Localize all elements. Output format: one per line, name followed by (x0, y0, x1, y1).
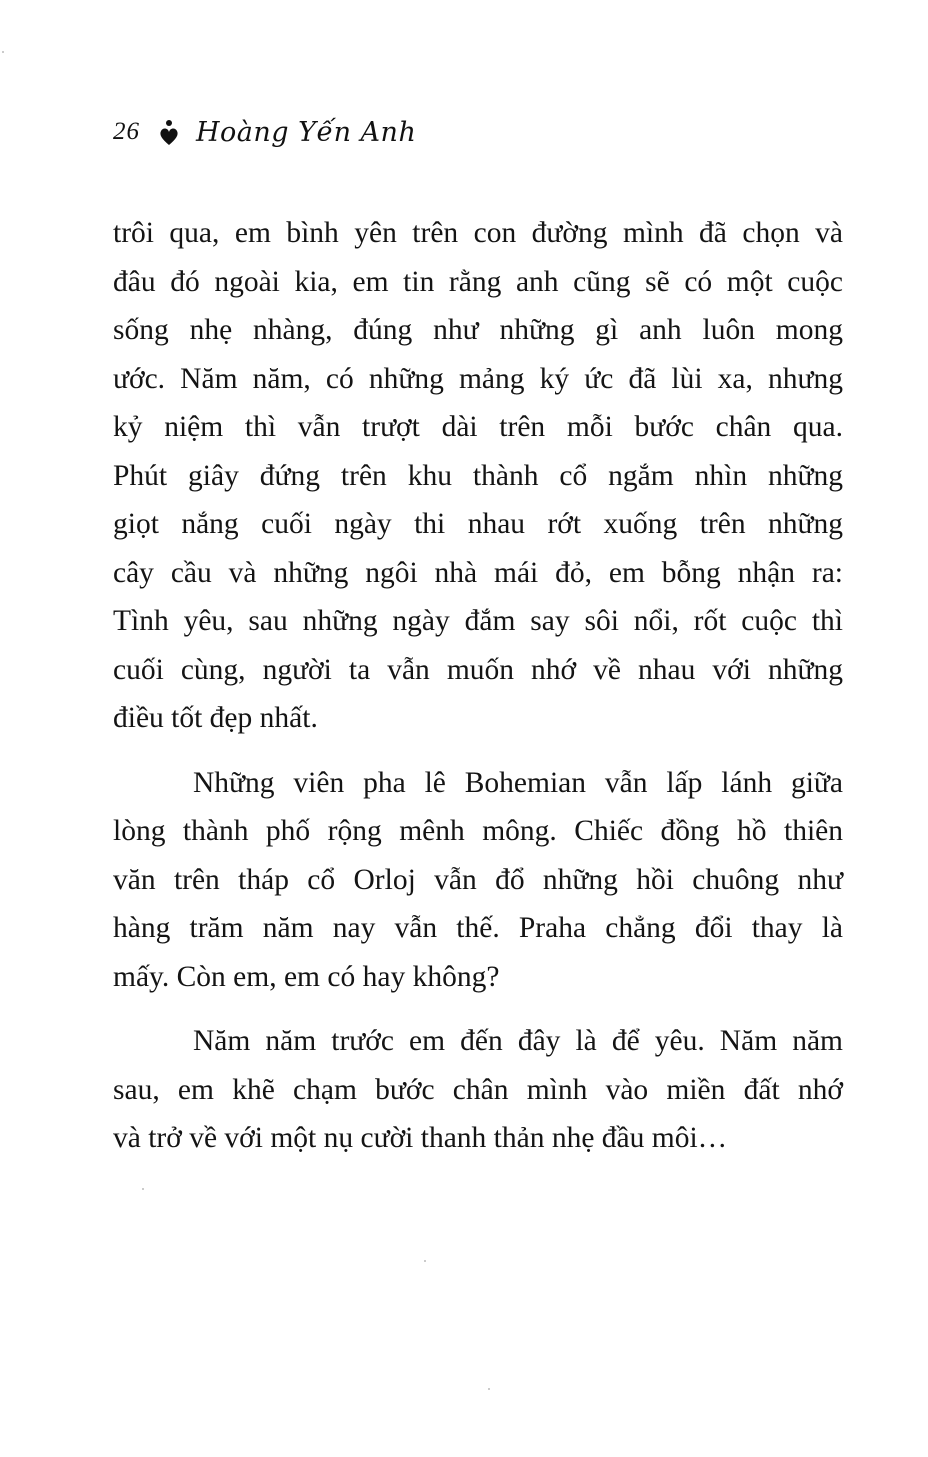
text-line: sau, em khẽ chạm bước chân mình vào miền đất nhớ (113, 1073, 843, 1106)
text-line: cây cầu và những ngôi nhà mái đỏ, em bỗng nhận ra: (113, 556, 843, 589)
text-line: trôi qua, em bình yên trên con đường mình đã chọn và (113, 217, 843, 249)
paragraph-1 (113, 209, 843, 743)
text-line: kỷ niệm thì vẫn trượt dài trên mỗi bước chân qua. (113, 411, 843, 443)
paragraph-2 (113, 759, 843, 1002)
scan-speck (488, 1388, 490, 1390)
text-line: Tình yêu, sau những ngày đắm say sôi nổi, rốt cuộc thì (113, 605, 843, 637)
text-line: ước. Năm năm, có những mảng ký ức đã lùi xa, nhưng (113, 362, 843, 395)
text-line: mấy. Còn em, em có hay không? (113, 960, 500, 993)
text-line: Những viên pha lê Bohemian vẫn lấp lánh giữa (193, 766, 843, 799)
text-line: hàng trăm năm nay vẫn thế. Praha chẳng đổi thay là (113, 912, 843, 944)
text-line: cuối cùng, người ta vẫn muốn nhớ về nhau với những (113, 653, 843, 686)
page-number: 26 (113, 118, 140, 145)
text-line: và trở về với một nụ cười thanh thản nhẹ đầu môi… (113, 1122, 728, 1154)
text-line: giọt nắng cuối ngày thi nhau rớt xuống trên những (113, 508, 843, 540)
paragraph-3 (113, 1017, 843, 1163)
scan-speck (142, 1188, 144, 1190)
scan-speck (2, 51, 4, 53)
text-line: Năm năm trước em đến đây là để yêu. Năm năm (193, 1025, 843, 1057)
text-line: Phút giây đứng trên khu thành cổ ngắm nhìn những (113, 459, 843, 492)
text-line: đâu đó ngoài kia, em tin rằng anh cũng sẽ có một cuộc (113, 265, 843, 298)
text-line: văn trên tháp cổ Orloj vẫn đổ những hồi chuông như (113, 863, 843, 896)
text-line: lòng thành phố rộng mênh mông. Chiếc đồng hồ thiên (113, 815, 843, 847)
scan-speck (424, 1260, 426, 1262)
author-name: Hoàng Yến Anh (196, 116, 417, 148)
body-text (113, 209, 843, 1163)
text-line: điều tốt đẹp nhất. (113, 702, 318, 734)
heart-with-dot-icon (158, 117, 180, 147)
running-header (113, 110, 416, 154)
text-line: sống nhẹ nhàng, đúng như những gì anh luôn mong (113, 314, 843, 346)
